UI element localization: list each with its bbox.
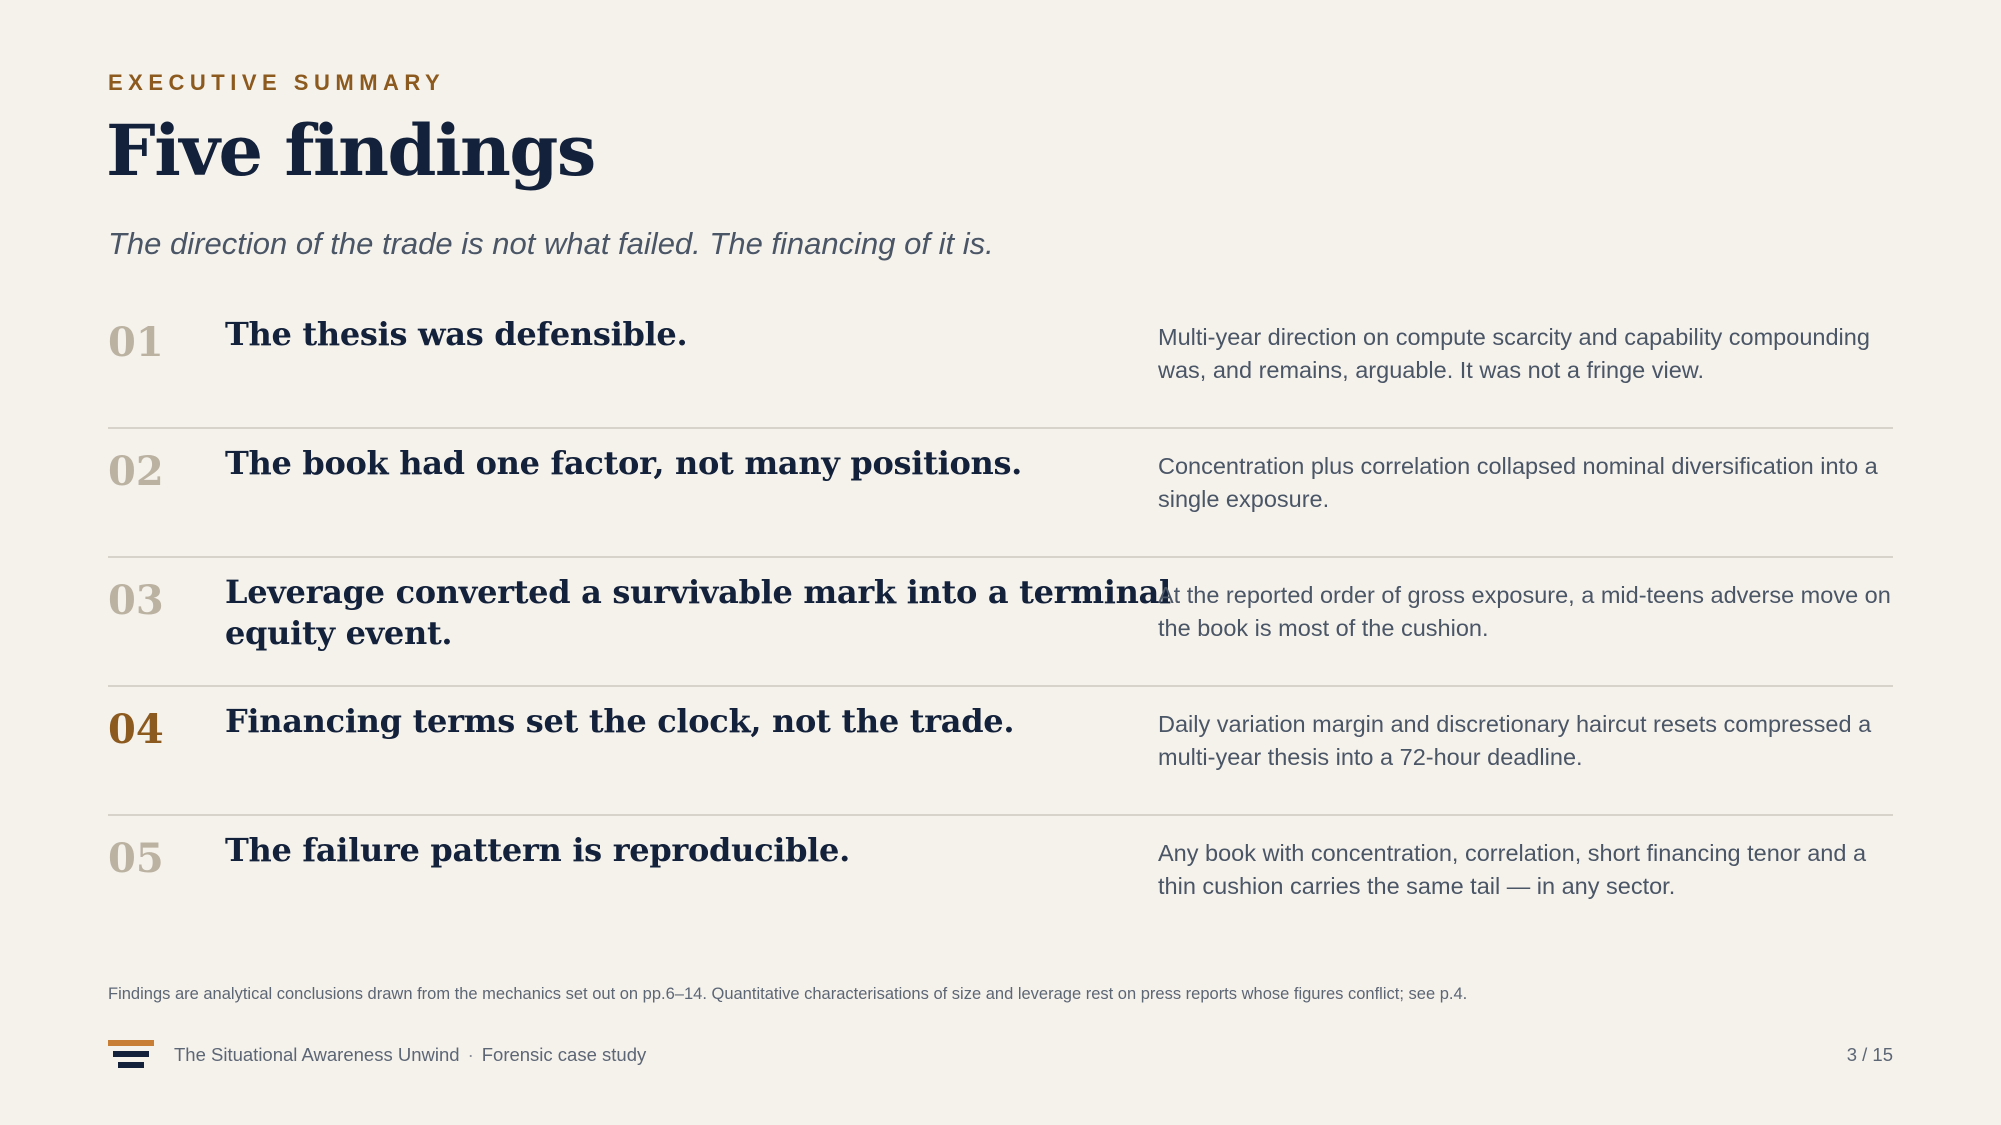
footer-separator: · [467,1044,474,1065]
finding-headline: Leverage converted a survivable mark into a terminal equity event. [225,573,1171,652]
eyebrow-label: EXECUTIVE SUMMARY [108,70,446,95]
findings-list [108,301,1893,945]
finding-number-highlighted: 04 [108,706,164,753]
finding-detail: Any book with concentration, correlation, short financing tenor and a thin cushion carries the same tail — in any sector. [1158,840,1867,899]
finding-detail: Daily variation margin and discretionary haircut resets compressed a multi-year thesis into a 72-hour deadline. [1158,711,1872,770]
footer-subtitle: Forensic case study [481,1044,647,1065]
page-subtitle: The direction of the trade is not what failed. The financing of it is. [108,226,994,261]
finding-number: 01 [108,319,164,366]
footer-title: The Situational Awareness Unwind [174,1044,460,1065]
finding-detail: Concentration plus correlation collapsed nominal diversification into a single exposure. [1158,453,1878,512]
finding-detail: At the reported order of gross exposure, a mid-teens adverse move on the book is most of the cushion. [1158,582,1891,641]
finding-number: 05 [108,835,164,882]
finding-row-01 [108,301,1893,429]
finding-headline: The failure pattern is reproducible. [225,831,850,869]
page-title: Five findings [106,109,595,192]
footer-caption [174,1044,646,1066]
footnote: Findings are analytical conclusions drawn from the mechanics set out on pp.6–14. Quantitative characterisations of size and leverage rest on press reports whose figures conflict; see p.4. [108,985,1468,1003]
stacked-bars-logo-icon [108,1040,154,1072]
page-number: 3 / 15 [1846,1044,1893,1065]
finding-headline: Financing terms set the clock, not the trade. [225,702,1015,740]
slide-footer [108,1040,1893,1072]
finding-number: 02 [108,448,164,495]
finding-detail: Multi-year direction on compute scarcity and capability compounding was, and remains, arguable. It was not a fringe view. [1158,324,1870,383]
finding-number: 03 [108,577,164,624]
finding-row-03 [108,559,1893,687]
finding-row-02 [108,430,1893,558]
finding-headline: The thesis was defensible. [225,315,688,353]
finding-headline: The book had one factor, not many positions. [225,444,1023,482]
finding-row-04 [108,688,1893,816]
finding-row-05 [108,817,1893,945]
